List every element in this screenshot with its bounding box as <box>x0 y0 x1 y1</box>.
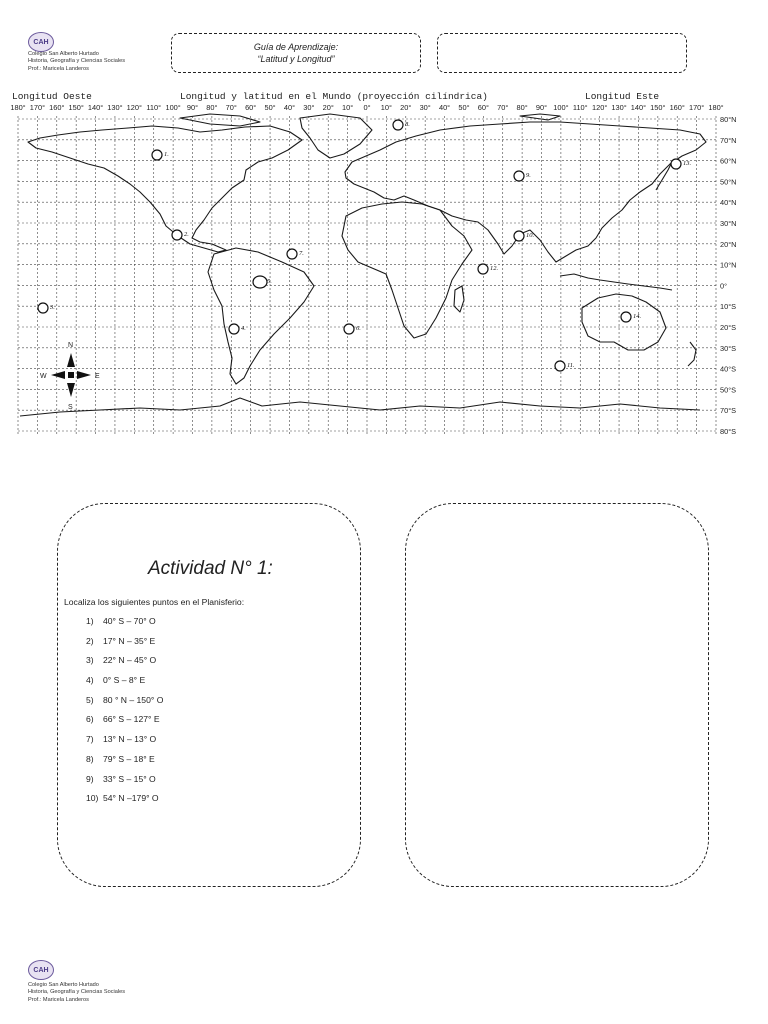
school-name: Colegio San Alberto Hurtado <box>28 51 99 57</box>
longitude-tick-label: 110° <box>146 103 162 112</box>
location-point[interactable] <box>393 120 410 130</box>
location-point-circle[interactable] <box>393 120 403 130</box>
activity-item-number: 5) <box>86 694 94 705</box>
location-point-circle[interactable] <box>253 276 267 288</box>
location-point-label: 3. <box>50 304 55 311</box>
location-point-label: 2. <box>184 231 189 238</box>
activity-item-coordinates: 17° N – 35° E <box>103 635 156 646</box>
greenland-outline <box>300 114 372 158</box>
location-point-label: 1. <box>164 151 169 158</box>
location-point-label: 13. <box>683 160 692 167</box>
longitude-tick-label: 150° <box>68 103 84 112</box>
longitude-tick-label: 20° <box>400 103 412 112</box>
activity-item <box>86 614 163 634</box>
activity-item <box>86 673 163 693</box>
header-empty-box <box>437 33 687 73</box>
school-info <box>28 51 125 73</box>
location-point-circle[interactable] <box>514 171 524 181</box>
activity-item <box>86 693 163 713</box>
new-zealand-outline <box>688 342 696 366</box>
activity-item-number: 10) <box>86 793 99 804</box>
activity-item-number: 3) <box>86 655 94 666</box>
continents <box>20 114 706 416</box>
longitude-tick-label: 50° <box>458 103 470 112</box>
activity-item-coordinates: 13° N – 13° O <box>103 734 157 745</box>
longitude-tick-label: 60° <box>477 103 489 112</box>
latitude-tick-label: 70°S <box>720 406 737 416</box>
location-point-circle[interactable] <box>671 159 681 169</box>
south-america-outline <box>208 248 314 384</box>
longitude-tick-label: 10° <box>380 103 392 112</box>
latitude-tick-label: 30°N <box>720 219 737 228</box>
school-logo <box>28 32 54 52</box>
longitude-tick-label: 30° <box>303 103 315 112</box>
location-point-circle[interactable] <box>152 150 162 160</box>
longitude-tick-label: 180° <box>708 103 724 112</box>
latitude-tick-label: 30°S <box>720 343 737 353</box>
latitude-tick-label: 40°S <box>720 364 737 374</box>
location-point[interactable] <box>514 171 531 181</box>
activity-item-number: 9) <box>86 773 94 784</box>
guide-label: Guía de Aprendizaje: <box>253 42 339 52</box>
latitude-tick-labels <box>720 115 737 436</box>
answer-box[interactable] <box>405 503 709 887</box>
location-point-label: 14. <box>633 313 642 320</box>
activity-item-coordinates: 40° S – 70° O <box>103 616 156 626</box>
latitude-tick-label: 40°N <box>720 198 737 208</box>
longitude-tick-label: 130° <box>107 103 123 112</box>
longitude-tick-label: 160° <box>49 103 65 112</box>
location-point[interactable] <box>478 264 499 274</box>
footer-school-teacher: Prof.: Maricela Landeros <box>28 996 89 1003</box>
activity-item-coordinates: 0° S – 8° E <box>103 675 146 686</box>
activity-item-number: 1) <box>86 616 94 626</box>
latitude-tick-label: 80°N <box>720 115 737 124</box>
location-point-label: 10. <box>526 232 535 239</box>
footer-school-name: Colegio San Alberto Hurtado <box>28 982 99 988</box>
longitude-tick-label: 140° <box>630 103 647 112</box>
map-title: Longitud y latitud en el Mundo (proyección cilíndrica) <box>180 91 488 102</box>
longitude-tick-label: 80° <box>206 103 218 112</box>
latitude-tick-label: 10°N <box>720 260 737 270</box>
longitude-tick-label: 20° <box>322 103 334 112</box>
location-point[interactable] <box>287 249 304 259</box>
location-point-circle[interactable] <box>514 231 524 241</box>
longitude-tick-label: 150° <box>650 103 666 112</box>
location-point-label: 9. <box>526 172 531 179</box>
compass-n-label: N <box>68 342 74 349</box>
location-point-circle[interactable] <box>229 324 239 334</box>
compass-arrow-north <box>67 353 75 367</box>
activity-item-coordinates: 80 ° N – 150° O <box>103 694 164 705</box>
compass-rose <box>40 342 100 411</box>
indonesia-outline <box>560 274 672 290</box>
longitude-tick-label: 40° <box>438 103 451 112</box>
antarctica-outline <box>20 398 700 416</box>
activity-list <box>86 614 163 811</box>
school-department: Historia, Geografía y Ciencias Sociales <box>28 58 126 65</box>
location-point-circle[interactable] <box>555 361 565 371</box>
location-point[interactable] <box>152 150 169 160</box>
location-point-circle[interactable] <box>172 230 182 240</box>
footer-school-info <box>28 982 125 1004</box>
latitude-tick-label: 50°N <box>720 177 737 187</box>
activity-item-coordinates: 54° N –179° O <box>103 793 159 804</box>
latitude-tick-label: 20°N <box>720 239 737 249</box>
school-teacher: Prof.: Maricela Landeros <box>28 65 89 72</box>
location-point-circle[interactable] <box>621 312 631 322</box>
longitude-tick-label: 160° <box>669 103 685 112</box>
location-point-circle[interactable] <box>287 249 297 259</box>
longitude-tick-label: 110° <box>572 103 588 112</box>
eurasia-outline <box>345 122 706 262</box>
footer-school-logo-text: CAH <box>33 966 49 974</box>
latitude-tick-label: 80°S <box>720 427 737 436</box>
activity-item-number: 7) <box>86 734 94 745</box>
location-point-label: 8. <box>405 121 410 128</box>
location-point-label: 5. <box>267 278 272 285</box>
longitude-tick-label: 170° <box>688 103 705 112</box>
activity-item <box>86 772 163 792</box>
longitude-tick-label: 120° <box>592 103 608 112</box>
location-point-label: 12. <box>490 265 499 272</box>
activity-item-coordinates: 79° S – 18° E <box>103 753 155 764</box>
compass-arrow-east <box>77 371 91 379</box>
longitude-tick-label: 180° <box>10 103 26 112</box>
location-point[interactable] <box>671 159 692 169</box>
location-point[interactable] <box>344 324 361 334</box>
school-logo-text: CAH <box>33 38 49 46</box>
activity-item <box>86 752 163 772</box>
compass-arrow-south <box>67 383 75 397</box>
location-point[interactable] <box>172 230 189 240</box>
location-point-label: 7. <box>299 250 304 257</box>
world-map <box>0 80 768 440</box>
location-points <box>38 120 692 371</box>
latitude-tick-label: 50°S <box>720 385 737 395</box>
longitude-tick-label: 10° <box>342 103 354 112</box>
location-point-circle[interactable] <box>38 303 48 313</box>
compass-w-label: W <box>40 373 47 380</box>
longitude-tick-label: 40° <box>283 103 296 112</box>
madagascar-outline <box>454 286 464 312</box>
longitude-tick-label: 130° <box>611 103 627 112</box>
compass-e-label: E <box>95 373 100 380</box>
location-point[interactable] <box>253 276 272 288</box>
longitude-tick-label: 70° <box>225 103 237 112</box>
map-grid <box>18 116 716 434</box>
activity-item-coordinates: 33° S – 15° O <box>103 773 156 784</box>
location-point-circle[interactable] <box>478 264 488 274</box>
longitude-tick-label: 120° <box>126 103 142 112</box>
longitude-tick-label: 60° <box>245 103 257 112</box>
compass-arrow-west <box>51 371 65 379</box>
longitude-tick-label: 140° <box>87 103 104 112</box>
activity-intro: Localiza los siguientes puntos en el Planisferio: <box>64 597 245 607</box>
location-point-circle[interactable] <box>344 324 354 334</box>
activity-item-number: 4) <box>86 675 94 686</box>
longitude-tick-label: 50° <box>264 103 276 112</box>
latitude-tick-label: 60°N <box>720 156 737 166</box>
activity-item <box>86 712 163 732</box>
activity-item-coordinates: 22° N – 45° O <box>103 655 157 666</box>
map-east-label: Longitud Este <box>585 91 660 102</box>
guide-title-box <box>171 33 421 73</box>
latitude-tick-label: 20°S <box>720 323 737 332</box>
activity-item <box>86 791 163 811</box>
location-point-label: 4. <box>241 325 246 332</box>
location-point[interactable] <box>38 303 55 313</box>
north-america-outline <box>28 126 302 252</box>
compass-s-label: S <box>68 404 73 411</box>
activity-title: Actividad N° 1: <box>148 558 273 579</box>
africa-outline <box>342 202 472 338</box>
location-point-label: 11. <box>567 362 575 369</box>
longitude-tick-label: 90° <box>186 103 199 112</box>
activity-item-number: 2) <box>86 635 94 646</box>
longitude-tick-label: 100° <box>165 103 181 112</box>
location-point-label: 6. <box>356 325 361 332</box>
activity-item <box>86 732 163 752</box>
longitude-tick-label: 0° <box>363 103 371 112</box>
activity-item-number: 8) <box>86 753 94 764</box>
longitude-tick-labels <box>10 103 723 112</box>
activity-item-coordinates: 66° S – 127° E <box>103 714 160 725</box>
longitude-tick-label: 100° <box>553 103 569 112</box>
guide-subject: “Latitud y Longitud” <box>257 54 335 64</box>
longitude-tick-label: 90° <box>535 103 548 112</box>
activity-item <box>86 634 163 654</box>
activity-item <box>86 653 163 673</box>
latitude-tick-label: 10°S <box>720 302 737 312</box>
location-point[interactable] <box>555 361 575 371</box>
longitude-tick-label: 30° <box>419 103 431 112</box>
longitude-tick-label: 80° <box>516 103 528 112</box>
map-west-label: Longitud Oeste <box>12 91 92 102</box>
activity-item-number: 6) <box>86 714 94 725</box>
location-point[interactable] <box>229 324 246 334</box>
latitude-tick-label: 0° <box>720 281 728 291</box>
footer-school-department: Historia, Geografía y Ciencias Sociales <box>28 989 126 996</box>
longitude-tick-label: 70° <box>497 103 509 112</box>
footer-school-logo <box>28 960 54 980</box>
longitude-tick-label: 170° <box>29 103 46 112</box>
latitude-tick-label: 70°N <box>720 135 737 145</box>
